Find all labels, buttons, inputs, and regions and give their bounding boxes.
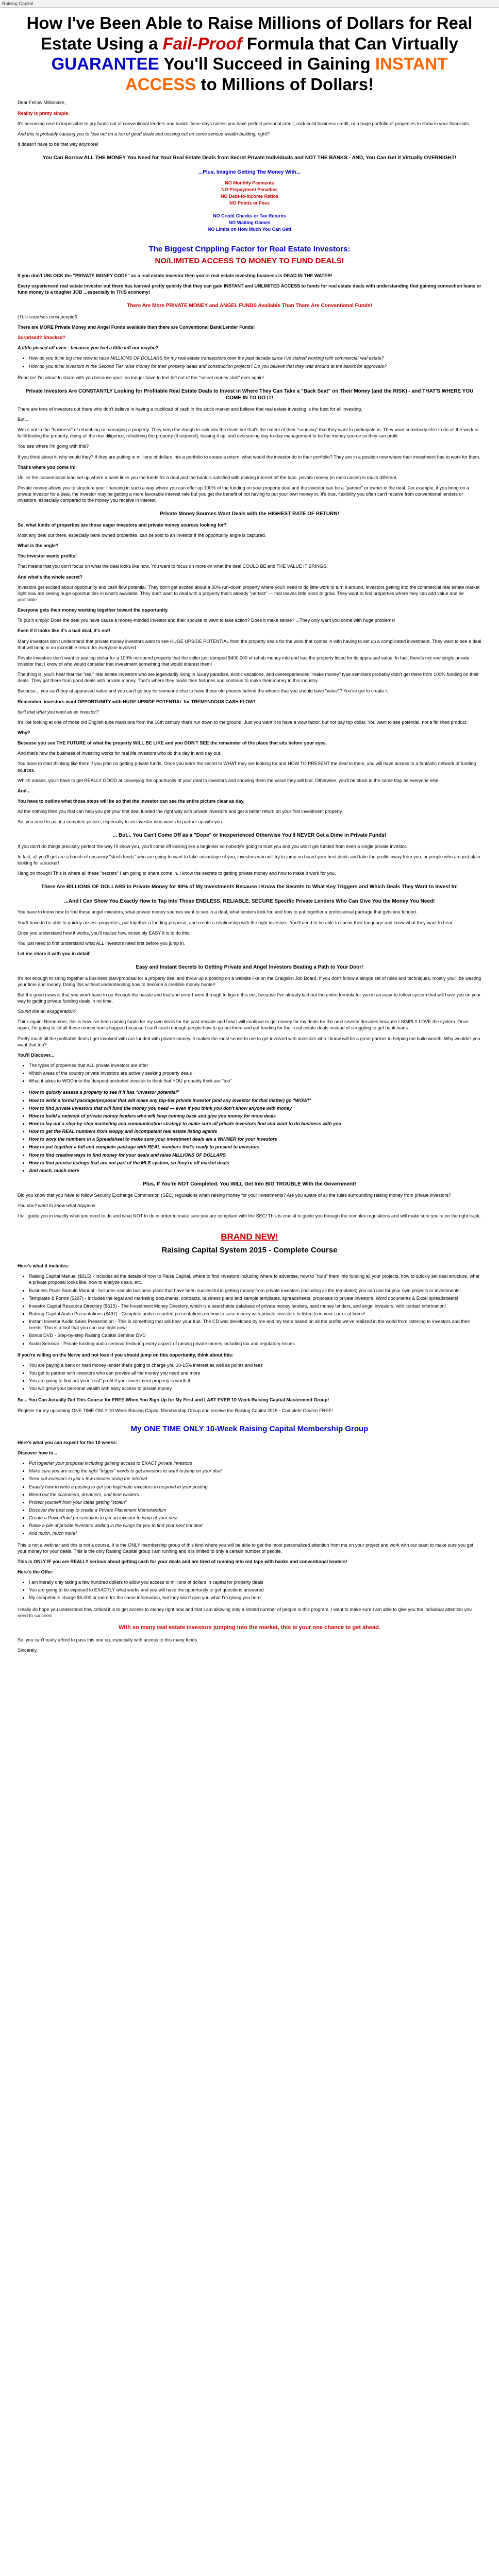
list-item: • How to build a network of private money lenders who will keep coming back and give you money for more deals (29, 1113, 481, 1119)
list-item: • You are paying a bank or hard money lender that's going to charge you 10-15% interest as well as points and fees (29, 1362, 481, 1368)
body-paragraph: And... (18, 788, 30, 793)
body-paragraph: Why? (18, 730, 30, 735)
membership-headline: My ONE TIME ONLY 10-Week Raising Capital Membership Group (130, 1424, 369, 1433)
list-item: • Raise a pile of private investors waiting in the wings for you to find your next hot deal (29, 1522, 481, 1529)
list-item: • And much, much more! (29, 1530, 481, 1536)
list-item: • How do you think big time wow to raise MILLIONS OF DOLLARS for my real estate transactions over the past decade since I've started working with commercial real estate? (29, 355, 481, 361)
headline-guarantee: GUARANTEE (51, 54, 159, 74)
body-paragraph: You'll have to be able to quickly assess properties, put together a funding proposal, and create a relationship with the right investors. You'll need to be able to speak their language and know what they want to hear. (18, 920, 454, 925)
body-paragraph: So, you can't really afford to pass this one up, especially with access to this many funds. (18, 1637, 198, 1642)
headline-part-2: Formula that Can Virtually (242, 33, 458, 53)
list-item: • Exactly how to write a posting to get you legitimate investors to respond to your posting (29, 1484, 481, 1490)
list-item: • How do you think investors in the Second Tier raise money for their property deals and construction projects? Do you believe that they wait around at the banks for approvals? (29, 363, 481, 369)
benefit-item: NO Prepayment Penalties (221, 187, 278, 193)
sales-letter (18, 8, 481, 1678)
body-paragraph: Once you understand how it works, you'll realize how incredibly EASY it is to do this. (18, 930, 191, 936)
list-item: • How to find private investors that will fund the money you need — even if you think you don't know anyone with money (29, 1105, 481, 1111)
list-item: • Audio Seminar - Private funding audio seminar featuring every aspect of raising private money including tax and regulatory issues. (29, 1341, 481, 1347)
body-paragraph: Which means, you'll have to get REALLY GOOD at conveying the opportunity of your deal to investors and showing them the value they will find. Otherwise, you'll be stuck in the same trap as everyone else. (18, 777, 440, 783)
top-bar-label: Raising Capital (2, 1, 34, 6)
crippling-title: The Biggest Crippling Factor for Real Estate Investors: (148, 245, 351, 254)
body-paragraph: Private investors don't want to pay top dollar for a 100% no-spend property that the seller just dumped $400,000 of rehab money into and has the property listed for its appraised value. In fact, there's not one single private investor that I know of who would consider that investment something that would interest them! (18, 655, 470, 667)
body-paragraph: You have to outline what those steps will be so that the investor can see the entire picture clear as day. (18, 798, 245, 804)
benefit-item: NO Debt-to-Income Ratios (220, 194, 278, 199)
course-intro: Here's what it includes: (18, 1263, 70, 1269)
list-item: • How to put together a full and complete package with REAL numbers that's ready to present to investors (29, 1144, 481, 1150)
list-item: • And much, much more (29, 1167, 481, 1174)
list-item: • Seek out investors in just a few minutes using the internet (29, 1476, 481, 1482)
body-paragraph: Most any deal out there, especially bank owned properties, can be sold to an investor if the opportunity angle is captured. (18, 533, 267, 538)
benefit-list-2 (18, 213, 481, 233)
body-paragraph: I will guide you in exactly what you need to do and what NOT to do in order to make sure you are compliant with the SEC! This is crucial to guide you through the complex regulations and will make sure you're on the right track. (18, 1213, 481, 1218)
benefit-item: NO Points or Fees (229, 200, 270, 206)
list-item: • You get to partner with investors who can provide all the money you need and more (29, 1370, 481, 1376)
discover-list (18, 1089, 481, 1174)
body-paragraph: I really do hope you understand how critical it is to get access to money right now and that I am allowing only a limited number of people in this program. I want to make sure I am able to give you the individual attention you need to succeed. (18, 1606, 472, 1618)
body-paragraph: There are tons of investors out there who don't believe in having a truckload of cash in the stock market and believe that real estate investing is the best for all investing. (18, 406, 362, 412)
private-money-headline: There Are More PRIVATE MONEY and ANGEL FUNDS Available Than There Are Conventional Funds! (127, 303, 372, 309)
body-paragraph: You see where I'm going with this? (18, 444, 89, 449)
billions-headline: There Are BILLIONS OF DOLLARS in Private Money for 90% of My Investments Because I Know the Secrets to What Key Triggers and Which Deals They Want to Invest In! (41, 884, 458, 890)
register-paragraph: Register for my upcoming ONE TIME ONLY 10 Week Raising Capital Membership Group and receive the Raising Capital 2015 - Complete Course FREE! (18, 1408, 333, 1413)
list-item: • How to find creative ways to find money for your deals and raise MILLIONS OF DOLLARS (29, 1152, 481, 1158)
membership-intro: Here's what you can expect for the 10 weeks: (18, 1439, 118, 1445)
list-item: • Investor Capital Resource Directory ($515) - The Investment Money Directory, which is a searchable database of private money lenders, hard money lenders, and angel investors, with contact information! (29, 1303, 481, 1309)
body-paragraph: It's not enough to string together a business plan/proposal for a property deal and throw up a posting on a website like on the Craigslist Job Board. If you don't follow a simple set of rules and techniques, mostly you'll be wasting your time and money. Doing this without understanding how to become a credible money hunter! (18, 975, 481, 987)
offer-heading: Here's the Offer: (18, 1569, 54, 1574)
intro-paragraph-1: It's becoming next to impossible to pry funds out of conventional lenders and banks these days unless you have perfect personal credit, rock-solid business credit, or a huge portfolio of properties to show in your financials. (18, 121, 470, 126)
list-item: • Put together your proposal including gaining access to EXACT private investors (29, 1460, 481, 1466)
discover-heading: You'll Discover... (18, 1052, 54, 1058)
list-item: • You are going to find out your "real" profit if your investment property is worth it (29, 1378, 481, 1384)
body-paragraph: The investor wants profits! (18, 553, 77, 559)
free-course-paragraph: So... You Can Actually Get This Course for FREE When You Sign Up for My First and LAST EVER 10-Week Raising Capital Mastermind Group! (18, 1397, 329, 1403)
crippling-paragraph-6: Read on! I'm about to share with you because you'll no longer have to feel left out of the "secret money club" ever again! (18, 375, 264, 380)
crippling-paragraph-3: There are MORE Private Money and Angel Funds available than there are Conventional Bank/Lender Funds! (18, 324, 255, 330)
red-banner: With so many real estate investors jumping into the market, this is your one chance to get ahead. (119, 1624, 380, 1631)
list-item: • Discover the best way to create a Private Placement Memorandum (29, 1507, 481, 1513)
benefit-item: NO Limits on How Much You Can Get! (207, 227, 292, 232)
body-paragraph: Because... you can't buy at appraised value and you can't go buy for someone else to have those old phones behind the wheels that you should have "value"? You've got to create it. (18, 688, 389, 694)
body-paragraph: Many investors don't understand that private money investors want to see HUGE UPSIDE POTENTIAL from the property deals for the work that comes in with having to set up a complicated investment. They want to see a deal that will bring in an incredible return for everyone involved. (18, 638, 481, 650)
headline-fail-proof: Fail-Proof (162, 33, 242, 53)
list-item: • Make sure you are using the right "trigger" words to get investors to want to jump on your deal (29, 1468, 481, 1474)
list-item: • How to quickly assess a property to see if it has "investor potential" (29, 1089, 481, 1095)
crippling-paragraph-1: If you don't UNLOCK the "PRIVATE MONEY CODE" as a real estate investor then you're real estate investing business is DEAD IN THE WATER! (18, 273, 332, 278)
body-paragraph: So, you need to paint a complete picture, especially to an investor who wants to partner up with you. (18, 819, 223, 825)
body-paragraph: And what's the whole secret? (18, 574, 83, 580)
nerve-paragraph: If you're willing on the Nerve and not lose if you should jump on this opportunity, think about this: (18, 1352, 234, 1358)
offer-list (18, 1579, 481, 1601)
body-paragraph: That's where you come in! (18, 464, 76, 470)
body-paragraph: Everyone gets their money working together toward the opportunity. (18, 607, 169, 613)
trouble-headline: Plus, If You're NOT Completed, You WILL Get Into BIG TROUBLE With the Government! (143, 1181, 356, 1187)
list-item: • You are going to be exposed to EXACTLY what works and you will have the opportunity to get questions answered (29, 1587, 481, 1593)
body-paragraph: Even if it looks like it's a bad deal, it's not! (18, 628, 110, 634)
body-paragraph: You have to know how to find these angel investors, what private money sources want to see in a deal, what lenders look for, and how to put together a professional package that gets you funded. (18, 909, 418, 915)
list-item: • Create a PowerPoint presentation to get an investor to jump at your deal (29, 1515, 481, 1521)
body-paragraph: But the good news is that you won't have to go through the hassle and trial and error I went through to figure this out, because I've already laid out the entire formula for you in an easy-to-follow system that will have you on your way to getting private funding deals in no time. (18, 992, 481, 1004)
membership-sub: Discover how to... (18, 1450, 58, 1456)
body-paragraph: This is ONLY IF you are REALLY serious about getting cash for your deals and are tired of running into red tape with banks and conventional lenders! (18, 1558, 347, 1564)
body-paragraph: Did you know that you have to follow Security Exchange Commission (SEC) regulations when raising money for your investments? Are you aware of all the rules surrounding raising money from private investors? (18, 1192, 451, 1198)
benefit-item: NO Waiting Games (228, 220, 271, 226)
dope-headline: ... But... You Can't Come Off as a "Dope" or Inexperienced Otherwise You'll NEVER Get a Dime in Private Funds! (112, 833, 387, 839)
crippling-paragraph-2: Every experienced real estate investor out there has learned pretty quickly that they can gain INSTANT and UNLIMITED ACCESS to funds for real estate deals with understanding that gaining connection leans or fund money is a tougher JOB ...especially in THIS economy! (18, 283, 481, 295)
body-paragraph: It's like looking at one of those old English tube mansions from the 16th century that's run down to the ground. Just you want it to have a wow factor, but not pay top dollar. You want to see potential, not a finished product. (18, 719, 468, 725)
crippling-paragraph-4: Surprised? Shocked? (18, 335, 66, 341)
list-item: • Bonus DVD - Step-by-step Raising Capital Seminar DVD (29, 1332, 481, 1338)
headline-instant-access: INSTANT ACCESS (125, 54, 448, 94)
body-paragraph: Because you see THE FUTURE of what the property WILL BE LIKE and you DON'T SEE the remainder of the place that sits before your eyes. (18, 740, 327, 746)
list-item: • How to work the numbers in a Spreadsheet to make sure your investment deals are a WINNER for your investors (29, 1136, 481, 1142)
benefit-item: NO Monthly Payments (225, 180, 274, 186)
body-paragraph: Isn't that what you want as an investor? (18, 709, 99, 715)
body-paragraph: Think again! Remember, this is how I've been raising funds for my own deals for the past decade and how I will continue to get money for my deals for the next several decades because I SIMPLY LOVE the system. Once again, I'm going to let all these money hunts happen because I can't teach enough people how to go out there and get funding for their real estate deals instead of struggling to get bank loans. (18, 1019, 469, 1031)
body-paragraph: Sound like an exaggeration? (18, 1009, 77, 1014)
highest-return-headline: Private Money Sources Want Deals with the HIGHEST RATE OF RETURN! (160, 511, 339, 517)
body-paragraph: You just need to first understand what ALL investors need first before you jump in. (18, 940, 186, 946)
constant-headline: Private Investors Are CONSTANTLY Looking for Profitable Real Estate Deals to Invest in Where They Can Take a "Back Seat" on Their Money (and the RISK) - and THAT'S WHERE YOU COME IN TO DO IT! (25, 388, 474, 401)
brand-new-label: BRAND NEW! (221, 1231, 278, 1242)
body-paragraph: Private money allows you to structure your financing in such a way where you can offer up 100% of the funding on your property deal and the investor can be a "partner" or owner in the deal. For example, if you bring on a private investor for a deal, the investor may be getting a more favorable interest rate but you get the benefit of not having to put your own money in. It's true, flexibility you often can't receive from conventional lenders or investors, especially compared to the money you receive in interest. (18, 485, 469, 503)
easy-secrets-headline: Easy and Instant Secrets to Getting Private and Angel Investors Beating a Path to Your Door! (136, 964, 363, 971)
signoff: Sincerely, (18, 1647, 38, 1653)
list-item: • Weed out the scammers, dreamers, and time wasters (29, 1492, 481, 1498)
crippling-bullets (18, 355, 481, 369)
body-paragraph: What is the angle? (18, 543, 59, 549)
list-item: • Which areas of the country private investors are actively seeking property deals (29, 1070, 481, 1076)
list-item: • How to find precise listings that are not part of the MLS system, so they're off market deals (29, 1160, 481, 1166)
crippling-paragraph-5: A little pissed off even - because you feel a little left out maybe? (18, 345, 159, 351)
list-item: • How to lay out a step-by-step marketing and communication strategy to make sure all private investors find and want to do business with you (29, 1121, 481, 1127)
body-paragraph: Remember, investors want OPPORTUNITY with HUGE UPSIDE POTENTIAL for TREMENDOUS CASH FLOW! (18, 699, 255, 704)
list-item: • The types of properties that ALL private investors are after (29, 1062, 481, 1069)
course-list (18, 1273, 481, 1346)
headline-part-3: You'll Succeed in Gaining (159, 54, 375, 74)
course-title: Raising Capital System 2015 - Complete Course (161, 1245, 338, 1255)
tap-headline: ...And I Can Show You Exactly How to Tap Into Those ENDLESS, RELIABLE, SECURE Specific Private Lenders Who Can Give You the Money You Need! (64, 898, 435, 904)
body-paragraph: To put it simply: Does the deal you have cause a money-minded investor and their spouse to want to take action? Does it make sense? ...They only want you come with huge problems! (18, 618, 395, 623)
benefit-list (18, 180, 481, 207)
greeting: Dear Fellow Millionaire, (18, 100, 66, 106)
reality-line: Reality is pretty simple. (18, 110, 70, 116)
headline-part-1: How I've Been Able to Raise Millions of Dollars for Real Estate Using a (26, 13, 473, 53)
body-paragraph: You have to start thinking like them if you plan on getting private funds. Once you learn the secret to WHAT they are looking for and HOW TO PRESENT the deal to them, you will have access to a fantastic network of funding sources. (18, 761, 476, 773)
body-paragraph: In fact, all you'll get are a bunch of unsavory "slush funds" who are going to want to take advantage of you, investors who will try to jump on board your best deals and take the profits away from you, or people who are just plain looking for a sucker! (18, 854, 480, 866)
list-item: • Business Plans Sample Manual - Includes sample business plans that have been successful in getting money from private investors (including all the templates) you can use for your own projects or investments! (29, 1287, 481, 1294)
list-item: • I am literally only taking a few hundred dollars to allow you access to millions of dollars in capital for property deals (29, 1579, 481, 1585)
body-paragraph: Unlike the conventional loan set up where a bank links you the funds for a deal and the bank is satisfied with making interest off the loan, private money (in most cases) is much different. (18, 474, 398, 480)
body-paragraph: This is not a webinar and this is not a course. It is the ONLY membership group of this kind where you will be able to get the most personalized attention from me on your project and work with our team to make sure you get your money for your deals. This is the only Raising Capital group I am running and it is limited to only a certain number of people. (18, 1542, 474, 1554)
body-paragraph: And that's how the business of investing works for real life investors who do this day in and day out. (18, 751, 222, 756)
surprise-note: (This surprises most people!) (18, 314, 78, 319)
headline-part-4: to Millions of Dollars! (196, 74, 374, 94)
page-headline (18, 13, 481, 94)
body-paragraph: If you don't do things precisely perfect the way I'll show you, you'll come off looking like a beginner so nobody's going to trust you and you won't get funded from even a single private investor. (18, 843, 407, 849)
body-paragraph: Investors get excited about opportunity and cash flow potential. They don't get excited about a 30% run-down property where you'll need to do little work to turn it around. Investors getting into the commercial real estate market right now are seeing huge opportunities in what's available. They don't want to deal with a property that's already "perfect" — that leaves little room to grow. They want to find properties where they can add value and be profitable. (18, 584, 480, 602)
borrow-subhead: ...Plus, Imagine Getting The Money With... (198, 169, 301, 175)
membership-list (18, 1460, 481, 1536)
intro-paragraph-3: It doesn't have to be that way anymore! (18, 141, 98, 147)
borrow-headline: You Can Borrow ALL THE MONEY You Need for Your Real Estate Deals from Secret Private Individuals and NOT THE BANKS - AND, You Can Get it Virtually OVERNIGHT! (42, 155, 457, 161)
body-paragraph: Let me share it with you in detail! (18, 951, 91, 956)
body-paragraph: We're not in the "business" of rehabbing or managing a property. They keep the dough to sink into the deals but that's the extent of their "sourcing" that they want to participate in. They want somebody else to do all the work to fulfill finding the property, doing all the due diligence, rehabbing the property (if required), leasing it up, and overseeing day-to-day management to be the money source so they can profit. (18, 427, 479, 439)
list-item: • How to write a formal package/proposal that will make any top-tier private investor (and any investor for that matter) go "WOW!" (29, 1097, 481, 1104)
body-paragraph: The thing is, you'll hear that the "real" real estate investors who are legendarily living in luxury paradise, exotic vacations, and overexperienced "make money" type seminars probably didn't get there from 100% funding on their deals. They got there from good deals with private money. That's where they made their fortunes and continue to make their money in this industry. (18, 672, 479, 684)
discover-intro-list (18, 1062, 481, 1084)
list-item: • Protect yourself from your ideas getting "stolen" (29, 1499, 481, 1505)
body-paragraph: Hang on though! This is where all these "secrets" I am going to share come in. I know the secrets to getting private money and how to make it work for you. (18, 871, 336, 876)
body-paragraph: Pretty much all the profitable deals I get involved with are funded with private money. It makes the most sense to me to get involved with investors who I know will be a great partner in helping me build wealth. Why wouldn't you want that too? (18, 1036, 480, 1047)
list-item: • Templates & Forms ($297) - Includes the legal and marketing documents, contracts, business plans and sample templates, spreadsheets, proposals to private investors, Word documents & Excel spreadsheets! (29, 1295, 481, 1301)
list-item: • You will grow your personal wealth with easy access to private money (29, 1385, 481, 1392)
top-bar (0, 0, 499, 8)
list-item: • How to get the REAL numbers from sloppy and incompetent real estate listing agents (29, 1128, 481, 1134)
body-paragraph: But... (18, 416, 29, 422)
list-item: • What it takes to WOO into the deepest-pocketed investor to think that YOU probably think are "too" (29, 1078, 481, 1084)
body-paragraph: If you think about it, why would they? If they are putting in millions of dollars into a portfolio to create a return, what would the investor do in their portfolio? They are in a position now where their investment has to work for them. (18, 454, 480, 460)
list-item: • Raising Capital Manual ($915) - Includes all the details of how to Raise Capital, where to find investors including where to advertise, how to "hunt" them into funding all your projects, how to quickly set deal structure, what a private proposal looks like, how to analyze deals, etc. (29, 1273, 481, 1285)
list-item: • Raising Capital Audio Presentations ($497) - Complete audio recorded presentations on how to raise money with private investors to listen to in your car or at home! (29, 1311, 481, 1317)
crippling-subtitle: NO/LIMITED ACCESS TO MONEY TO FUND DEALS! (155, 256, 344, 265)
benefit-item: NO Credit Checks or Tax Returns (213, 213, 286, 219)
list-item: • Instant Investor Audio Sales Presentation - This is something that will bear your fruit. The CD was developed by me and my team based on all the profits we've realized in the world from listening to investors and their needs. This is a tool that you can use right now! (29, 1318, 481, 1331)
intro-paragraph-2: And this is probably causing you to lose out on a ton of good deals and missing out on some serious wealth-building, right? (18, 131, 270, 137)
nerve-list (18, 1362, 481, 1392)
body-paragraph: You don't want to know what happens. (18, 1202, 97, 1208)
body-paragraph: All the nothing then you that can help you get your first deal funded the right way with private investors and get a better return on your first investment property. (18, 809, 343, 815)
list-item: • My competitors charge $5,000 or more for the same information, but they won't give you what I'm giving you here (29, 1595, 481, 1601)
body-paragraph: That means that you don't focus on what the deal looks like now. You want to focus on more on what the deal COULD BE and THE VALUE IT BRINGS. (18, 564, 328, 569)
body-paragraph: So, what kinds of properties are those eager investors and private money sources looking for? (18, 522, 227, 528)
